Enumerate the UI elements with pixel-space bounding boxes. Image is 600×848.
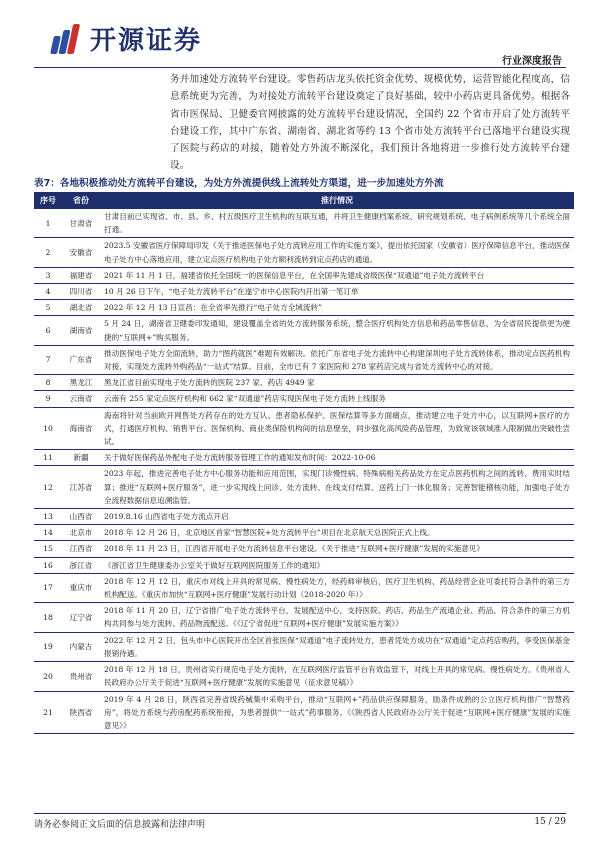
row-index: 5: [34, 300, 62, 316]
row-province: 江苏省: [62, 466, 100, 509]
row-index: 7: [34, 345, 62, 374]
row-status: 5 月 24 日，湖南省卫健委印发通知，建设覆盖全省的处方流转服务系统，整合医疗机构处方信息和药品零售信息，为全省居民提供更为便捷的“互联网+”购买服务。: [100, 316, 574, 345]
row-province: 浙江省: [62, 557, 100, 573]
row-index: 14: [34, 525, 62, 541]
row-province: 广东省: [62, 345, 100, 374]
table-row: [34, 209, 574, 238]
page-number: 15 / 29: [534, 817, 566, 827]
page-header: [0, 0, 600, 70]
row-index: 15: [34, 541, 62, 557]
table-row: [34, 300, 574, 316]
row-index: 3: [34, 267, 62, 283]
row-province: 四川省: [62, 284, 100, 300]
row-province: 北京市: [62, 525, 100, 541]
row-province: 安徽省: [62, 238, 100, 267]
row-status: 2023.5 安徽省医疗保障局印发《关于推进医保电子处方流转应用工作的实施方案》，提出依托国家（安徽省）医疗保障信息平台，推动医保电子处方中心落地应用，建立定点医疗机构电子处方顺利流转到定点药店的通道。: [100, 238, 574, 267]
table-caption: 表7：各地积极推动处方流转平台建设，为处方外流提供线上流转处方渠道，进一步加速处方外流: [34, 178, 444, 189]
row-status: 推动医保电子处方全面流转，助力“图药就医”难题有效解决。依托广东省电子处方流转中心构建深圳电子处方流转体系，推动定点医药机构对接，实现处方流转外购药品“一站式”结算。目前，全市已有 7 家医院和 278 家药店完成与省处方流转中心的对接。: [100, 345, 574, 374]
row-province: 新疆: [62, 450, 100, 466]
table-row: [34, 603, 574, 632]
row-province: 云南省: [62, 391, 100, 407]
row-status: 关于做好医保药品外配电子处方流转服务管理工作的通知发布时间：2022-10-06: [100, 450, 574, 466]
table-row: [34, 525, 574, 541]
table-header-row: [34, 192, 574, 209]
row-status: 2021 年 11 月 1 日，福建省依托全国统一的医保信息平台，在全国率先建成省级医保“双通道”电子处方流转平台: [100, 267, 574, 283]
table-row: [34, 375, 574, 391]
row-status: 2018 年 12 月 18 日，贵州省实行规范电子处方流转，在互联网医疗监管平台有效监管下，对线上开具的常见病、慢性病处方。《贵州省人民政府办公厅关于促进“互联网+医疗健康”发展的实施意见（征求意见稿）》: [100, 662, 574, 691]
row-index: 20: [34, 662, 62, 691]
row-index: 2: [34, 238, 62, 267]
row-province: 陕西省: [62, 691, 100, 734]
row-province: 黑龙江: [62, 375, 100, 391]
row-province: 山西省: [62, 509, 100, 525]
row-status: 2023 年起，推进完善电子处方中心服务功能和应用范围，实现门诊慢性病、特殊病相关药品处方在定点医药机构之间的流转、费用实时结算；推进“互联网+医疗服务”，进一步实现线上问诊、处方流转、在线支付结算、送药上门一体化服务；完善智能稽核功能，加强电子处方全流程数据信息追溯监管。: [100, 466, 574, 509]
row-index: 8: [34, 375, 62, 391]
row-status: 云南有 255 家定点医疗机构和 662 家“双通道”药店实现医保电子处方流转上线服务: [100, 391, 574, 407]
row-province: 贵州省: [62, 662, 100, 691]
row-index: 4: [34, 284, 62, 300]
row-index: 21: [34, 691, 62, 734]
table-row: [34, 316, 574, 345]
row-status: 10 月 26 日下午，“电子处方流转平台”在遂宁市中心医院内开出第一笔订单: [100, 284, 574, 300]
row-province: 湖南省: [62, 316, 100, 345]
row-status: 2019.8.16 山西省电子处方流点开启: [100, 509, 574, 525]
row-status: 2018 年 12 月 12 日，重庆市对线上开具的常见病、慢性病处方，经药师审核后，医疗卫生机构、药品经营企业可委托符合条件的第三方机构配送。《重庆市加快“互联网+医疗健康”发展行动计划（2018-2020 年）》: [100, 573, 574, 602]
row-status: 2019 年 4 月 28 日，陕西省完善省级药械集中采购平台，推动“互联网+”药品供应保障服务，励条件成熟的公立医疗机构推广“智慧药房”，将处方系统与药房配药系统衔接，为患者提供“一站式”药事服务。《《陕西省人民政府办公厅关于促进“互联网+医疗健康”发展的实施意见》》: [100, 691, 574, 734]
row-index: 19: [34, 632, 62, 661]
brand-name: 开源证券: [90, 26, 203, 56]
table-row: [34, 450, 574, 466]
table-row: [34, 284, 574, 300]
row-status: 2022 年 12 月 13 日宣昌：在全省率先推行“电子处方全域流转”: [100, 300, 574, 316]
row-index: 17: [34, 573, 62, 602]
table-row: [34, 391, 574, 407]
row-province: 甘肃省: [62, 209, 100, 238]
table-row: [34, 267, 574, 283]
row-status: 《浙江省卫生健康委办公室关于做好互联网医院服务工作的通知》: [100, 557, 574, 573]
row-index: 9: [34, 391, 62, 407]
row-index: 10: [34, 407, 62, 450]
logo-mark-icon: [50, 22, 84, 56]
table-row: [34, 557, 574, 573]
table-row: [34, 238, 574, 267]
row-index: 12: [34, 466, 62, 509]
row-status: 海南将针对当前欧开网售处方药存在的处方互认、患者隐私保护、医保结算等多方面痛点，推动建立电子处方中心，以互联网+医疗的方式，打通医疗机构、销售平台、医保机构、商业类保险机构间的信息壁垒，同步强化高风险药品管理，为致宽该领域准入限制做出突破性尝试。: [100, 407, 574, 450]
body-paragraph: 务并加速处方流转平台建设。零售药店龙头依托资金优势、规模优势，运营智能化程度高，信息系统更为完善，为对接处方流转平台建设奠定了良好基础，较中小药店更具备优势。根据各省市医保局、卫健委官网披露的处方流转平台建设情况，全国约 22 个省市开启了处方流转平台建设工作，其中广东省、湖南省、湖北省等约 13 个省市处方流转平台已落地平台建设实现了医院与药店的对接，随着处方外流不断深化，我们预计各地将进一步推行处方流转平台建设。: [170, 74, 570, 172]
footer-disclaimer: 请务必参阅正文后面的信息披露和法律声明: [34, 820, 206, 830]
row-province: 辽宁省: [62, 603, 100, 632]
table-row: [34, 662, 574, 691]
row-index: 11: [34, 450, 62, 466]
header-divider: [34, 67, 566, 68]
brand-logo: [50, 20, 202, 57]
header-province: 省份: [62, 192, 100, 209]
table-row: [34, 407, 574, 450]
row-province: 江西省: [62, 541, 100, 557]
row-status: 2018 年 11 月 20 日，辽宁省推广电子处方流转平台，发展配送中心，支持医院、药店、药品生产流通企业、药品、符合条件的第三方机构共同参与处方流转、药品物流配送。《《辽宁省促进“互联网+医疗健康”发展实施方案》》: [100, 603, 574, 632]
row-status: 2018 年 11 月 23 日，江西省开展电子处方流转信息平台建设。《关于推进“互联网+医疗健康”发展的实施意见》: [100, 541, 574, 557]
row-index: 6: [34, 316, 62, 345]
row-province: 重庆市: [62, 573, 100, 602]
footer-divider: [34, 813, 566, 814]
row-index: 18: [34, 603, 62, 632]
prescription-platform-table: [34, 192, 574, 734]
row-province: 海南省: [62, 407, 100, 450]
row-province: 福建省: [62, 267, 100, 283]
row-status: 黑龙江省目前实现电子处方流转的医院 237 家、药店 4949 家: [100, 375, 574, 391]
row-status: 2022 年 12 月 2 日，包头市中心医院开出全区首张医保“双通道”电子流转处方，患者凭处方成功在“双通道”定点药店购药，享受医保基金报销待遇。: [100, 632, 574, 661]
header-index: 序号: [34, 192, 62, 209]
header-status: 推行情况: [100, 192, 574, 209]
row-index: 13: [34, 509, 62, 525]
report-type-label: 行业深度报告: [502, 56, 562, 67]
row-index: 16: [34, 557, 62, 573]
row-status: 2018 年 12 月 26 日，北京地区首家“智慧医院+处方流转平台”项目在北京航天总医院正式上线。: [100, 525, 574, 541]
row-index: 1: [34, 209, 62, 238]
table-row: [34, 509, 574, 525]
table-row: [34, 573, 574, 602]
row-status: 甘肃目前已实现省、市、县、乡、村五级医疗卫生机构的互联互通，并将卫生健康档案系统、研究规划系统、电子病例系统等几个系统全面打通。: [100, 209, 574, 238]
row-province: 内蒙古: [62, 632, 100, 661]
table-row: [34, 345, 574, 374]
table-body: [34, 209, 574, 734]
table-row: [34, 632, 574, 661]
row-province: 湖北省: [62, 300, 100, 316]
table-row: [34, 691, 574, 734]
table-row: [34, 466, 574, 509]
table-row: [34, 541, 574, 557]
